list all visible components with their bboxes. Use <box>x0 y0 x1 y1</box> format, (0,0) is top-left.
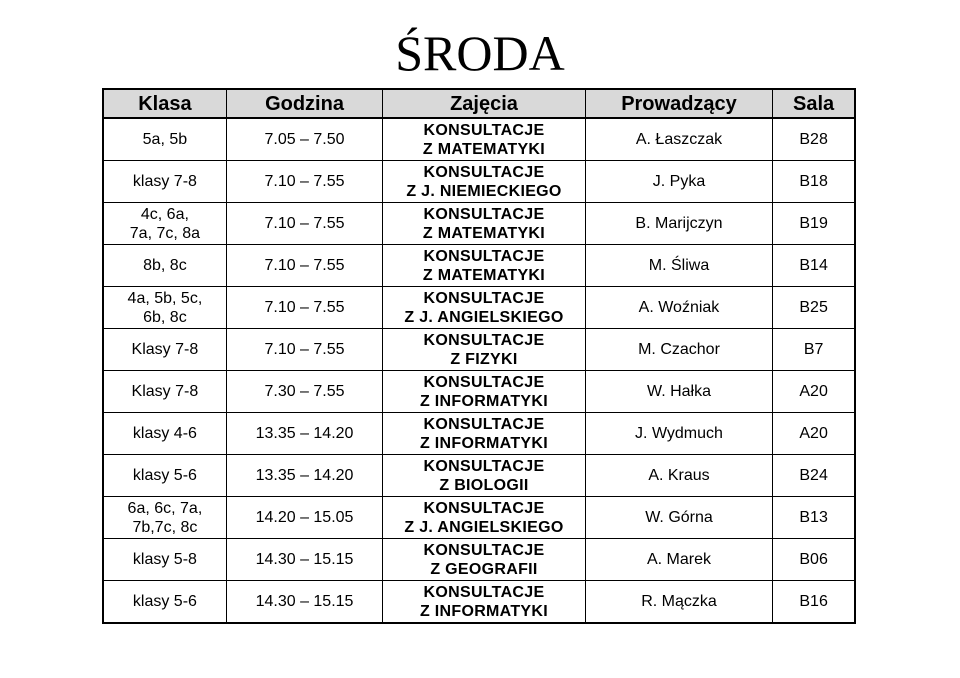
header-row <box>103 89 855 118</box>
cell-klasa <box>103 329 226 371</box>
klasa-line: klasy 5-6 <box>132 593 197 610</box>
cell-godzina: 7.10 – 7.55 <box>226 287 382 329</box>
cell-prowadzacy: M. Czachor <box>585 329 772 371</box>
klasa-line: klasy 5-6 <box>132 467 197 484</box>
cell-prowadzacy: M. Śliwa <box>585 245 772 287</box>
cell-zajecia <box>383 455 586 497</box>
zajecia-line: Z INFORMATYKI <box>419 602 548 620</box>
cell-godzina: 7.10 – 7.55 <box>226 161 382 203</box>
zajecia-line: KONSULTACJE <box>423 457 545 475</box>
cell-sala: B14 <box>773 245 855 287</box>
cell-zajecia <box>383 161 586 203</box>
cell-sala: B7 <box>773 329 855 371</box>
cell-klasa <box>103 245 226 287</box>
table-row <box>103 581 855 624</box>
cell-prowadzacy: A. Marek <box>585 539 772 581</box>
cell-zajecia <box>383 203 586 245</box>
cell-klasa <box>103 287 226 329</box>
klasa-line: 7b,7c, 8c <box>132 518 198 536</box>
cell-klasa <box>103 161 226 203</box>
table-row <box>103 413 855 455</box>
table-row <box>103 329 855 371</box>
cell-godzina: 7.30 – 7.55 <box>226 371 382 413</box>
cell-klasa <box>103 413 226 455</box>
zajecia-line: Z GEOGRAFII <box>430 560 538 578</box>
cell-godzina: 14.30 – 15.15 <box>226 581 382 624</box>
cell-prowadzacy: J. Wydmuch <box>585 413 772 455</box>
cell-zajecia <box>383 371 586 413</box>
page-title: ŚRODA <box>395 25 565 81</box>
table-row <box>103 539 855 581</box>
table-row <box>103 161 855 203</box>
cell-godzina: 14.30 – 15.15 <box>226 539 382 581</box>
cell-sala: B19 <box>773 203 855 245</box>
cell-zajecia <box>383 413 586 455</box>
cell-zajecia <box>383 245 586 287</box>
cell-zajecia <box>383 329 586 371</box>
cell-sala: B28 <box>773 118 855 161</box>
klasa-line: 6a, 6c, 7a, <box>127 499 203 517</box>
table-row <box>103 203 855 245</box>
cell-sala: B18 <box>773 161 855 203</box>
cell-zajecia <box>383 581 586 624</box>
cell-klasa <box>103 455 226 497</box>
zajecia-line: KONSULTACJE <box>423 121 545 139</box>
header-prowadzacy: Prowadzący <box>585 89 772 118</box>
cell-godzina: 7.10 – 7.55 <box>226 329 382 371</box>
cell-prowadzacy: W. Hałka <box>585 371 772 413</box>
klasa-line: 4a, 5b, 5c, <box>127 289 203 307</box>
zajecia-line: Z MATEMATYKI <box>422 224 546 242</box>
zajecia-line: Z J. ANGIELSKIEGO <box>404 518 564 536</box>
cell-prowadzacy: W. Górna <box>585 497 772 539</box>
klasa-line: 5a, 5b <box>142 131 188 148</box>
cell-godzina: 13.35 – 14.20 <box>226 413 382 455</box>
cell-sala: B24 <box>773 455 855 497</box>
table-row <box>103 245 855 287</box>
zajecia-line: KONSULTACJE <box>423 163 545 181</box>
klasa-line: klasy 7-8 <box>132 173 197 190</box>
cell-prowadzacy: A. Łaszczak <box>585 118 772 161</box>
cell-sala: B25 <box>773 287 855 329</box>
cell-sala: B16 <box>773 581 855 624</box>
cell-godzina: 14.20 – 15.05 <box>226 497 382 539</box>
table-row <box>103 371 855 413</box>
table-row <box>103 455 855 497</box>
cell-prowadzacy: A. Kraus <box>585 455 772 497</box>
cell-godzina: 7.10 – 7.55 <box>226 203 382 245</box>
cell-prowadzacy: R. Mączka <box>585 581 772 624</box>
cell-sala: A20 <box>773 371 855 413</box>
klasa-line: 7a, 7c, 8a <box>129 224 201 242</box>
cell-klasa <box>103 371 226 413</box>
table-row <box>103 287 855 329</box>
table-row <box>103 118 855 161</box>
klasa-line: 8b, 8c <box>143 257 187 274</box>
zajecia-line: KONSULTACJE <box>423 247 545 265</box>
zajecia-line: KONSULTACJE <box>423 373 545 391</box>
cell-zajecia <box>383 287 586 329</box>
klasa-line: klasy 4-6 <box>132 425 197 442</box>
cell-zajecia <box>383 539 586 581</box>
zajecia-line: KONSULTACJE <box>423 541 545 559</box>
cell-prowadzacy: J. Pyka <box>585 161 772 203</box>
header-zajecia: Zajęcia <box>383 89 586 118</box>
cell-prowadzacy: A. Woźniak <box>585 287 772 329</box>
zajecia-line: Z MATEMATYKI <box>422 266 546 284</box>
schedule-body <box>103 118 855 623</box>
cell-zajecia <box>383 497 586 539</box>
zajecia-line: KONSULTACJE <box>423 331 545 349</box>
cell-sala: A20 <box>773 413 855 455</box>
zajecia-line: KONSULTACJE <box>423 499 545 517</box>
zajecia-line: KONSULTACJE <box>423 205 545 223</box>
header-sala: Sala <box>773 89 855 118</box>
cell-zajecia <box>383 118 586 161</box>
zajecia-line: KONSULTACJE <box>423 415 545 433</box>
klasa-line: 6b, 8c <box>143 308 187 326</box>
cell-klasa <box>103 581 226 624</box>
cell-prowadzacy: B. Marijczyn <box>585 203 772 245</box>
cell-klasa <box>103 118 226 161</box>
cell-klasa <box>103 539 226 581</box>
header-godzina: Godzina <box>226 89 382 118</box>
cell-klasa <box>103 203 226 245</box>
klasa-line: 4c, 6a, <box>140 205 189 223</box>
zajecia-line: Z MATEMATYKI <box>422 140 546 158</box>
table-row <box>103 497 855 539</box>
cell-klasa <box>103 497 226 539</box>
cell-godzina: 7.05 – 7.50 <box>226 118 382 161</box>
zajecia-line: KONSULTACJE <box>423 289 545 307</box>
klasa-line: klasy 5-8 <box>132 551 197 568</box>
klasa-line: Klasy 7-8 <box>131 341 199 358</box>
klasa-line: Klasy 7-8 <box>131 383 199 400</box>
schedule-table <box>102 88 856 624</box>
zajecia-line: Z BIOLOGII <box>439 476 529 494</box>
zajecia-line: Z J. NIEMIECKIEGO <box>406 182 562 200</box>
zajecia-line: Z INFORMATYKI <box>419 392 548 410</box>
zajecia-line: Z INFORMATYKI <box>419 434 548 452</box>
header-klasa: Klasa <box>103 89 226 118</box>
cell-godzina: 7.10 – 7.55 <box>226 245 382 287</box>
cell-sala: B06 <box>773 539 855 581</box>
zajecia-line: Z FIZYKI <box>450 350 518 368</box>
zajecia-line: Z J. ANGIELSKIEGO <box>404 308 564 326</box>
zajecia-line: KONSULTACJE <box>423 583 545 601</box>
cell-godzina: 13.35 – 14.20 <box>226 455 382 497</box>
cell-sala: B13 <box>773 497 855 539</box>
